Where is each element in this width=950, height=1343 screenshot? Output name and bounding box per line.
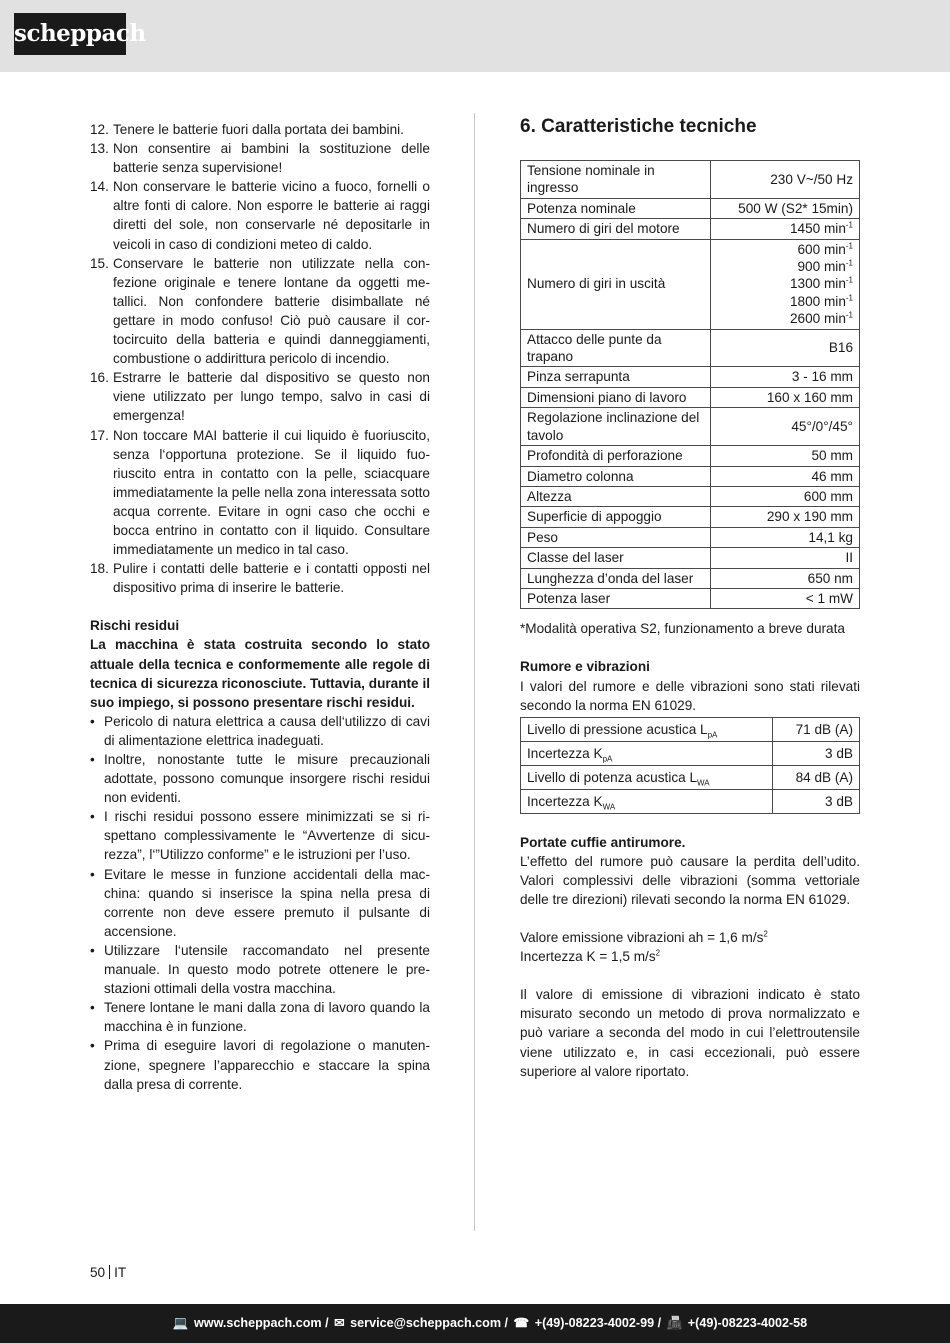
bullet-icon: • [90, 713, 95, 729]
spec-value: 290 x 190 mm [711, 507, 860, 527]
bullet-item [90, 941, 430, 998]
page-number [90, 1265, 126, 1280]
exponent: 2 [655, 948, 661, 958]
item-number: 14. [90, 179, 109, 195]
item-number: 16. [90, 370, 109, 386]
bullet-text: Pericolo di natura elettrica a causa dell‘utilizzo di cavi di alimentazione elettrica inadeguati. [104, 713, 430, 748]
exponent: -1 [845, 241, 853, 251]
bullet-text: Utilizzare l‘utensile raccomandato nel presente manuale. In questo modo potrete ottenere le prestazioni ottimali della vostra macchina. [104, 942, 430, 997]
page-number-value: 50 [90, 1265, 106, 1280]
bullet-text: I rischi residui possono essere minimizzati se si rispettano complessivamente le “Avvertenze di sicurezza”, l‘”Utilizzo conforme” e le istruzioni per l’uso. [104, 809, 430, 863]
noise-heading: Rumore e vibrazioni [520, 659, 650, 675]
spec-label: Tensione nominale in ingresso [521, 161, 711, 199]
specs-table [520, 160, 860, 609]
spec-value: B16 [711, 329, 860, 367]
bullet-icon: • [90, 942, 95, 958]
bullet-item [90, 865, 430, 941]
table-row [521, 717, 860, 741]
computer-icon: 💻 [172, 1316, 189, 1330]
noise-label-text: Livello di pressione acustica L [527, 721, 708, 737]
spec-value-text: 600 min [797, 241, 846, 257]
spec-value: 3 - 16 mm [711, 367, 860, 387]
noise-value: 71 dB (A) [772, 717, 859, 741]
residual-risks-intro: La macchina è stata costruita secondo lo stato attuale della tecnica e conformemente alle regole di tecnica di sicurezza riconosciute. Tuttavia, durante il suo impiego, si possono presentare rischi residui. [90, 637, 430, 710]
table-row [521, 161, 860, 199]
item-text: Non toccare MAI batterie il cui liquido è fuoriuscito, senza l‘opportuna protezione. Se il liquido fuoriuscito entra in contatto con la pelle, sciacquare immediatamente la pelle nella zona interessata sotto acqua corrente. Evitare in ogni caso che occhi e bocca entrino in contatto con il liquido. Consultare immediatamente un medico in tal caso. [113, 427, 430, 558]
spec-value-text: 2600 min [789, 311, 846, 327]
exponent: -1 [845, 293, 853, 303]
vibration-uncertainty [520, 947, 860, 966]
item-number: 13. [90, 141, 109, 157]
noise-table [520, 717, 860, 814]
noise-label [521, 765, 773, 789]
spec-label: Potenza laser [521, 588, 711, 608]
page-separator [109, 1265, 110, 1279]
item-number: 17. [90, 427, 109, 443]
spec-label: Diametro colonna [521, 466, 711, 486]
spec-label: Potenza nominale [521, 198, 711, 218]
vibration-value-text: Valore emissione vibrazioni ah = 1,6 m/s [520, 930, 764, 946]
spec-value-text: 1450 min [789, 221, 846, 237]
table-row [521, 789, 860, 813]
item-text: Pulire i contatti delle batterie e i contatti opposti nel dispositivo prima di inserire le batterie. [113, 561, 430, 596]
noise-intro: I valori del rumore e delle vibrazioni sono stati rilevati secondo la norma EN 61029. [520, 678, 860, 713]
spec-value: 14,1 kg [711, 527, 860, 547]
phone-icon: ☎ [513, 1316, 530, 1330]
noise-label-text: Livello di potenza acustica L [527, 769, 698, 785]
table-row [521, 367, 860, 387]
item-text: Non consentire ai bambini la sostituzione delle batterie senza supervisione! [113, 141, 430, 176]
spec-label: Profondità di perforazione [521, 446, 711, 466]
footer-band [0, 1304, 950, 1343]
spec-value: II [711, 548, 860, 568]
item-number: 15. [90, 255, 109, 271]
item-number: 18. [90, 561, 109, 577]
item-text: Estrarre le batterie dal dispositivo se questo non viene utilizzato per lungo tempo, salvo in casi di emergenza! [113, 370, 430, 424]
bullet-icon: • [90, 866, 95, 882]
list-item [90, 139, 430, 177]
right-column [520, 116, 860, 1081]
bullet-text: Evitare le messe in funzione accidentali della macchina: quando si inserisce la spina nella presa di corrente non deve essere premuto il pulsante di accensione. [104, 866, 430, 939]
ear-protection-heading: Portate cuffie antirumore. [520, 834, 686, 850]
bullet-item [90, 1036, 430, 1093]
noise-value: 3 dB [772, 789, 859, 813]
noise-value: 84 dB (A) [772, 765, 859, 789]
spec-label: Lunghezza d’onda del laser [521, 568, 711, 588]
spec-label: Attacco delle punte da trapano [521, 329, 711, 367]
table-row [521, 219, 860, 239]
noise-value: 3 dB [772, 741, 859, 765]
left-column [90, 120, 430, 1094]
noise-label [521, 741, 773, 765]
vibration-text: Il valore di emissione di vibrazioni indicato è stato misurato secondo un metodo di prova normalizzato e può variare a seconda del modo in cui l’elettroutensile viene utilizzato e, in casi eccezionali, può essere superiore al valore riportato. [520, 987, 860, 1079]
list-item [90, 120, 430, 139]
table-row [521, 408, 860, 446]
subscript: WA [697, 778, 710, 788]
spec-label: Altezza [521, 486, 711, 506]
page-language: IT [114, 1265, 127, 1280]
noise-label [521, 717, 773, 741]
spec-label: Peso [521, 527, 711, 547]
table-row [521, 329, 860, 367]
exponent: 2 [763, 929, 768, 939]
table-row [521, 466, 860, 486]
bullet-item [90, 807, 430, 864]
subscript: pA [707, 730, 718, 740]
spec-value: 650 nm [711, 568, 860, 588]
table-row [521, 198, 860, 218]
exponent: -1 [845, 258, 853, 268]
section-title: 6. Caratteristiche tecniche [520, 116, 757, 137]
spec-value: 46 mm [711, 466, 860, 486]
mail-icon: ✉ [334, 1316, 345, 1330]
spec-value: 50 mm [711, 446, 860, 466]
table-row [521, 548, 860, 568]
noise-label-text: Incertezza K [527, 745, 603, 761]
fax-icon: 📠 [666, 1316, 683, 1330]
spec-label: Pinza serrapunta [521, 367, 711, 387]
noise-label [521, 789, 773, 813]
bullet-icon: • [90, 809, 95, 825]
spec-value-text: 1300 min [789, 276, 846, 292]
column-divider [474, 113, 475, 1231]
table-row [521, 486, 860, 506]
table-row [521, 765, 860, 789]
list-item [90, 426, 430, 560]
table-row [521, 446, 860, 466]
s2-footnote: *Modalità operativa S2, funzionamento a breve durata [520, 621, 845, 637]
spec-value: 160 x 160 mm [711, 387, 860, 407]
phone-number: +(49)-08223-4002-99 / [534, 1316, 662, 1330]
table-row [521, 588, 860, 608]
subscript: pA [602, 754, 613, 764]
bullet-icon: • [90, 752, 95, 767]
spec-label: Classe del laser [521, 548, 711, 568]
list-item [90, 368, 430, 425]
noise-label-text: Incertezza K [527, 793, 603, 809]
spec-label: Dimensioni piano di lavoro [521, 387, 711, 407]
residual-risks-heading: Rischi residui [90, 618, 180, 634]
brand-logo: scheppach [14, 13, 126, 55]
website-link[interactable]: www.scheppach.com / [193, 1316, 329, 1330]
spec-value-text: 1800 min [789, 293, 846, 309]
bullet-text: Inoltre, nonostante tutte le misure precauzionali adottate, possono comunque insorgere rischi residui non evidenti. [104, 752, 430, 806]
header-band [0, 0, 950, 72]
ear-protection-text: L’effetto del rumore può causare la perdita dell’udito. Valori complessivi delle vibrazioni (somma vettoriale delle tre direzioni) rilevati secondo la norma EN 61029. [520, 853, 860, 907]
spec-value: 500 W (S2* 15min) [711, 198, 860, 218]
list-item [90, 177, 430, 253]
vibration-uncertainty-text: Incertezza K = 1,5 m/s [520, 949, 656, 965]
vibration-value [520, 928, 860, 947]
item-number: 12. [90, 122, 109, 137]
bullet-icon: • [90, 1038, 95, 1054]
exponent: -1 [845, 220, 853, 230]
list-item [90, 559, 430, 597]
email-link[interactable]: service@scheppach.com / [350, 1316, 509, 1330]
spec-value: 45°/0°/45° [711, 408, 860, 446]
spec-label: Numero di giri del motore [521, 219, 711, 239]
item-text: Non conservare le batterie vicino a fuoco, fornelli o altre fonti di calore. Non esporre le batterie ai raggi diretti del sole, non conservarle né depositarle in veicoli in caso di condizioni meteo di caldo. [113, 179, 430, 252]
spec-value-text: 900 min [797, 259, 846, 275]
spec-label: Numero di giri in uscità [521, 239, 711, 329]
table-row [521, 507, 860, 527]
bullet-item [90, 712, 430, 750]
spec-label: Superficie di appoggio [521, 507, 711, 527]
item-text: Conservare le batterie non utilizzate nella confezione originale e tenere lontane da oggetti metallici. Non confondere batterie disimballate né gettare in modo confuso! Ciò può causare il cortocircuito della batteria e quindi danneggiamenti, combustione o addirittura pericolo di incendio. [113, 255, 430, 367]
bullet-item [90, 750, 430, 807]
table-row [521, 239, 860, 329]
table-row [521, 741, 860, 765]
spec-value [711, 219, 860, 239]
table-row [521, 387, 860, 407]
subscript: WA [602, 802, 616, 812]
spec-value: < 1 mW [711, 588, 860, 608]
list-item [90, 254, 430, 369]
spec-label: Regolazione inclinazione del tavolo [521, 408, 711, 446]
exponent: -1 [845, 310, 853, 320]
spec-value: 230 V~/50 Hz [711, 161, 860, 199]
table-row [521, 568, 860, 588]
item-text: Tenere le batterie fuori dalla portata dei bambini. [113, 122, 404, 137]
exponent: -1 [845, 275, 853, 285]
fax-number: +(49)-08223-4002-58 [687, 1316, 808, 1330]
bullet-item [90, 998, 430, 1036]
table-row [521, 527, 860, 547]
spec-value [711, 239, 860, 329]
spec-value: 600 mm [711, 486, 860, 506]
bullet-text: Tenere lontane le mani dalla zona di lavoro quando la macchina è in funzione. [104, 1000, 430, 1035]
bullet-icon: • [90, 1000, 95, 1016]
bullet-text: Prima di eseguire lavori di regolazione o manutenzione, spegnere l’apparecchio e staccare la spina dalla presa di corrente. [104, 1038, 430, 1092]
